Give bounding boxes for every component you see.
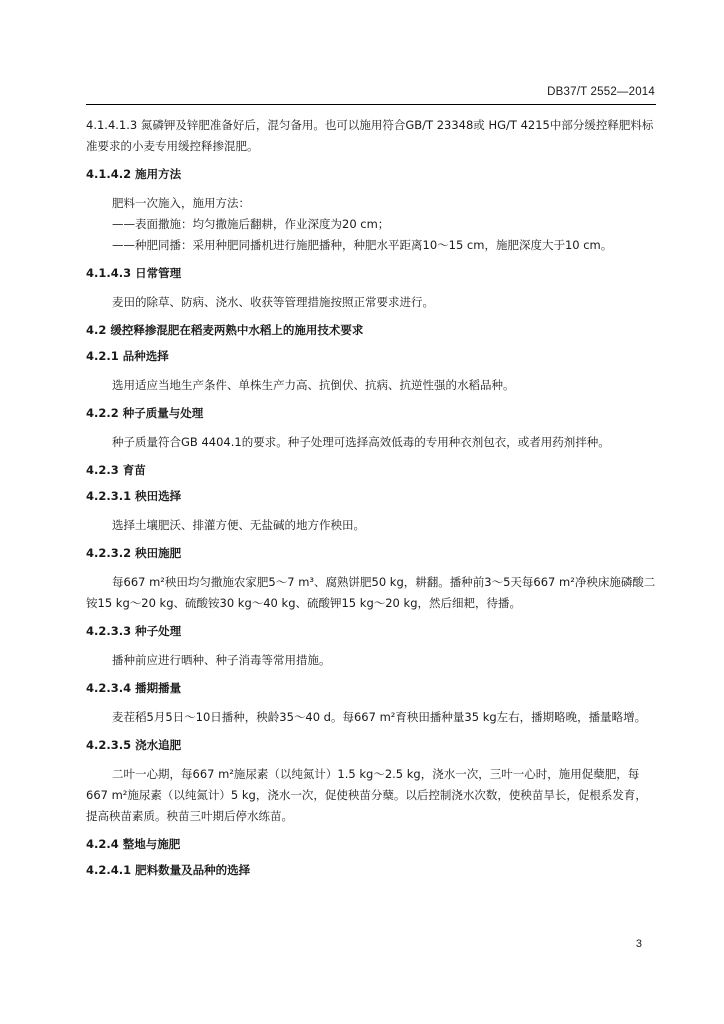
section-heading: 4.2.2 种子质量与处理 [86, 406, 204, 420]
body-paragraph: ——种肥同播：采用种肥同播机进行施肥播种，种肥水平距离10～15 cm，施肥深度大于10 cm。 [112, 238, 613, 252]
section-heading: 4.2.3.2 秧田施肥 [86, 546, 182, 560]
body-paragraph: 二叶一心期，每667 m²施尿素（以纯氮计）1.5 kg～2.5 kg，浇水一次，三叶一心时，施用促蘖肥，每667 m²施尿素（以纯氮计）5 kg，浇水一次，促使秧苗分蘖。以后控制浇水次数，使秧苗旱长，促根系发育，提高秧苗素质。秧苗三叶期后停水练苗。 [86, 767, 647, 823]
document-body [86, 115, 656, 879]
section-heading: 4.2.4.1 肥料数量及品种的选择 [86, 863, 251, 877]
section-heading: 4.2.1 品种选择 [86, 349, 169, 363]
section-heading: 4.1.4.2 施用方法 [86, 167, 182, 181]
section-heading: 4.1.4.3 日常管理 [86, 266, 182, 280]
section-heading: 4.2.3.5 浇水追肥 [86, 738, 182, 752]
section-heading: 4.2 缓控释掺混肥在稻麦两熟中水稻上的施用技术要求 [86, 323, 364, 337]
body-paragraph: ——表面撒施：均匀撒施后翻耕，作业深度为20 cm； [112, 217, 390, 231]
body-paragraph: 种子质量符合GB 4404.1的要求。种子处理可选择高效低毒的专用种衣剂包衣，或者用药剂拌种。 [112, 435, 610, 449]
section-heading: 4.2.3 育苗 [86, 463, 146, 477]
header-rule [86, 104, 656, 105]
body-paragraph: 麦茬稻5月5日～10日播种，秧龄35～40 d。每667 m²育秧田播种量35 kg左右，播期略晚，播量略增。 [112, 710, 647, 724]
body-paragraph: 肥料一次施入，施用方法： [112, 196, 250, 210]
document-code: DB37/T 2552—2014 [547, 86, 655, 98]
body-paragraph: 播种前应进行晒种、种子消毒等常用措施。 [112, 653, 331, 667]
body-paragraph: 麦田的除草、防病、浇水、收获等管理措施按照正常要求进行。 [112, 295, 434, 309]
body-paragraph: 每667 m²秧田均匀撒施农家肥5～7 m³、腐熟饼肥50 kg，耕翻。播种前3～5天每667 m²净秧床施磷酸二铵15 kg～20 kg、硫酸铵30 kg～40 kg、硫酸钾15 kg～20 kg，然后细耙，待播。 [86, 575, 656, 610]
section-heading: 4.2.3.1 秧田选择 [86, 489, 182, 503]
body-paragraph: 4.1.4.1.3 氮磷钾及锌肥准备好后，混匀备用。也可以施用符合GB/T 23348或 HG/T 4215中部分缓控释肥料标准要求的小麦专用缓控释掺混肥。 [86, 118, 654, 153]
page-number: 3 [635, 938, 642, 950]
body-paragraph: 选择土壤肥沃、排灌方便、无盐碱的地方作秧田。 [112, 518, 365, 532]
section-heading: 4.2.3.4 播期播量 [86, 681, 182, 695]
body-paragraph: 选用适应当地生产条件、单株生产力高、抗倒伏、抗病、抗逆性强的水稻品种。 [112, 378, 515, 392]
section-heading: 4.2.3.3 种子处理 [86, 624, 182, 638]
section-heading: 4.2.4 整地与施肥 [86, 837, 181, 851]
